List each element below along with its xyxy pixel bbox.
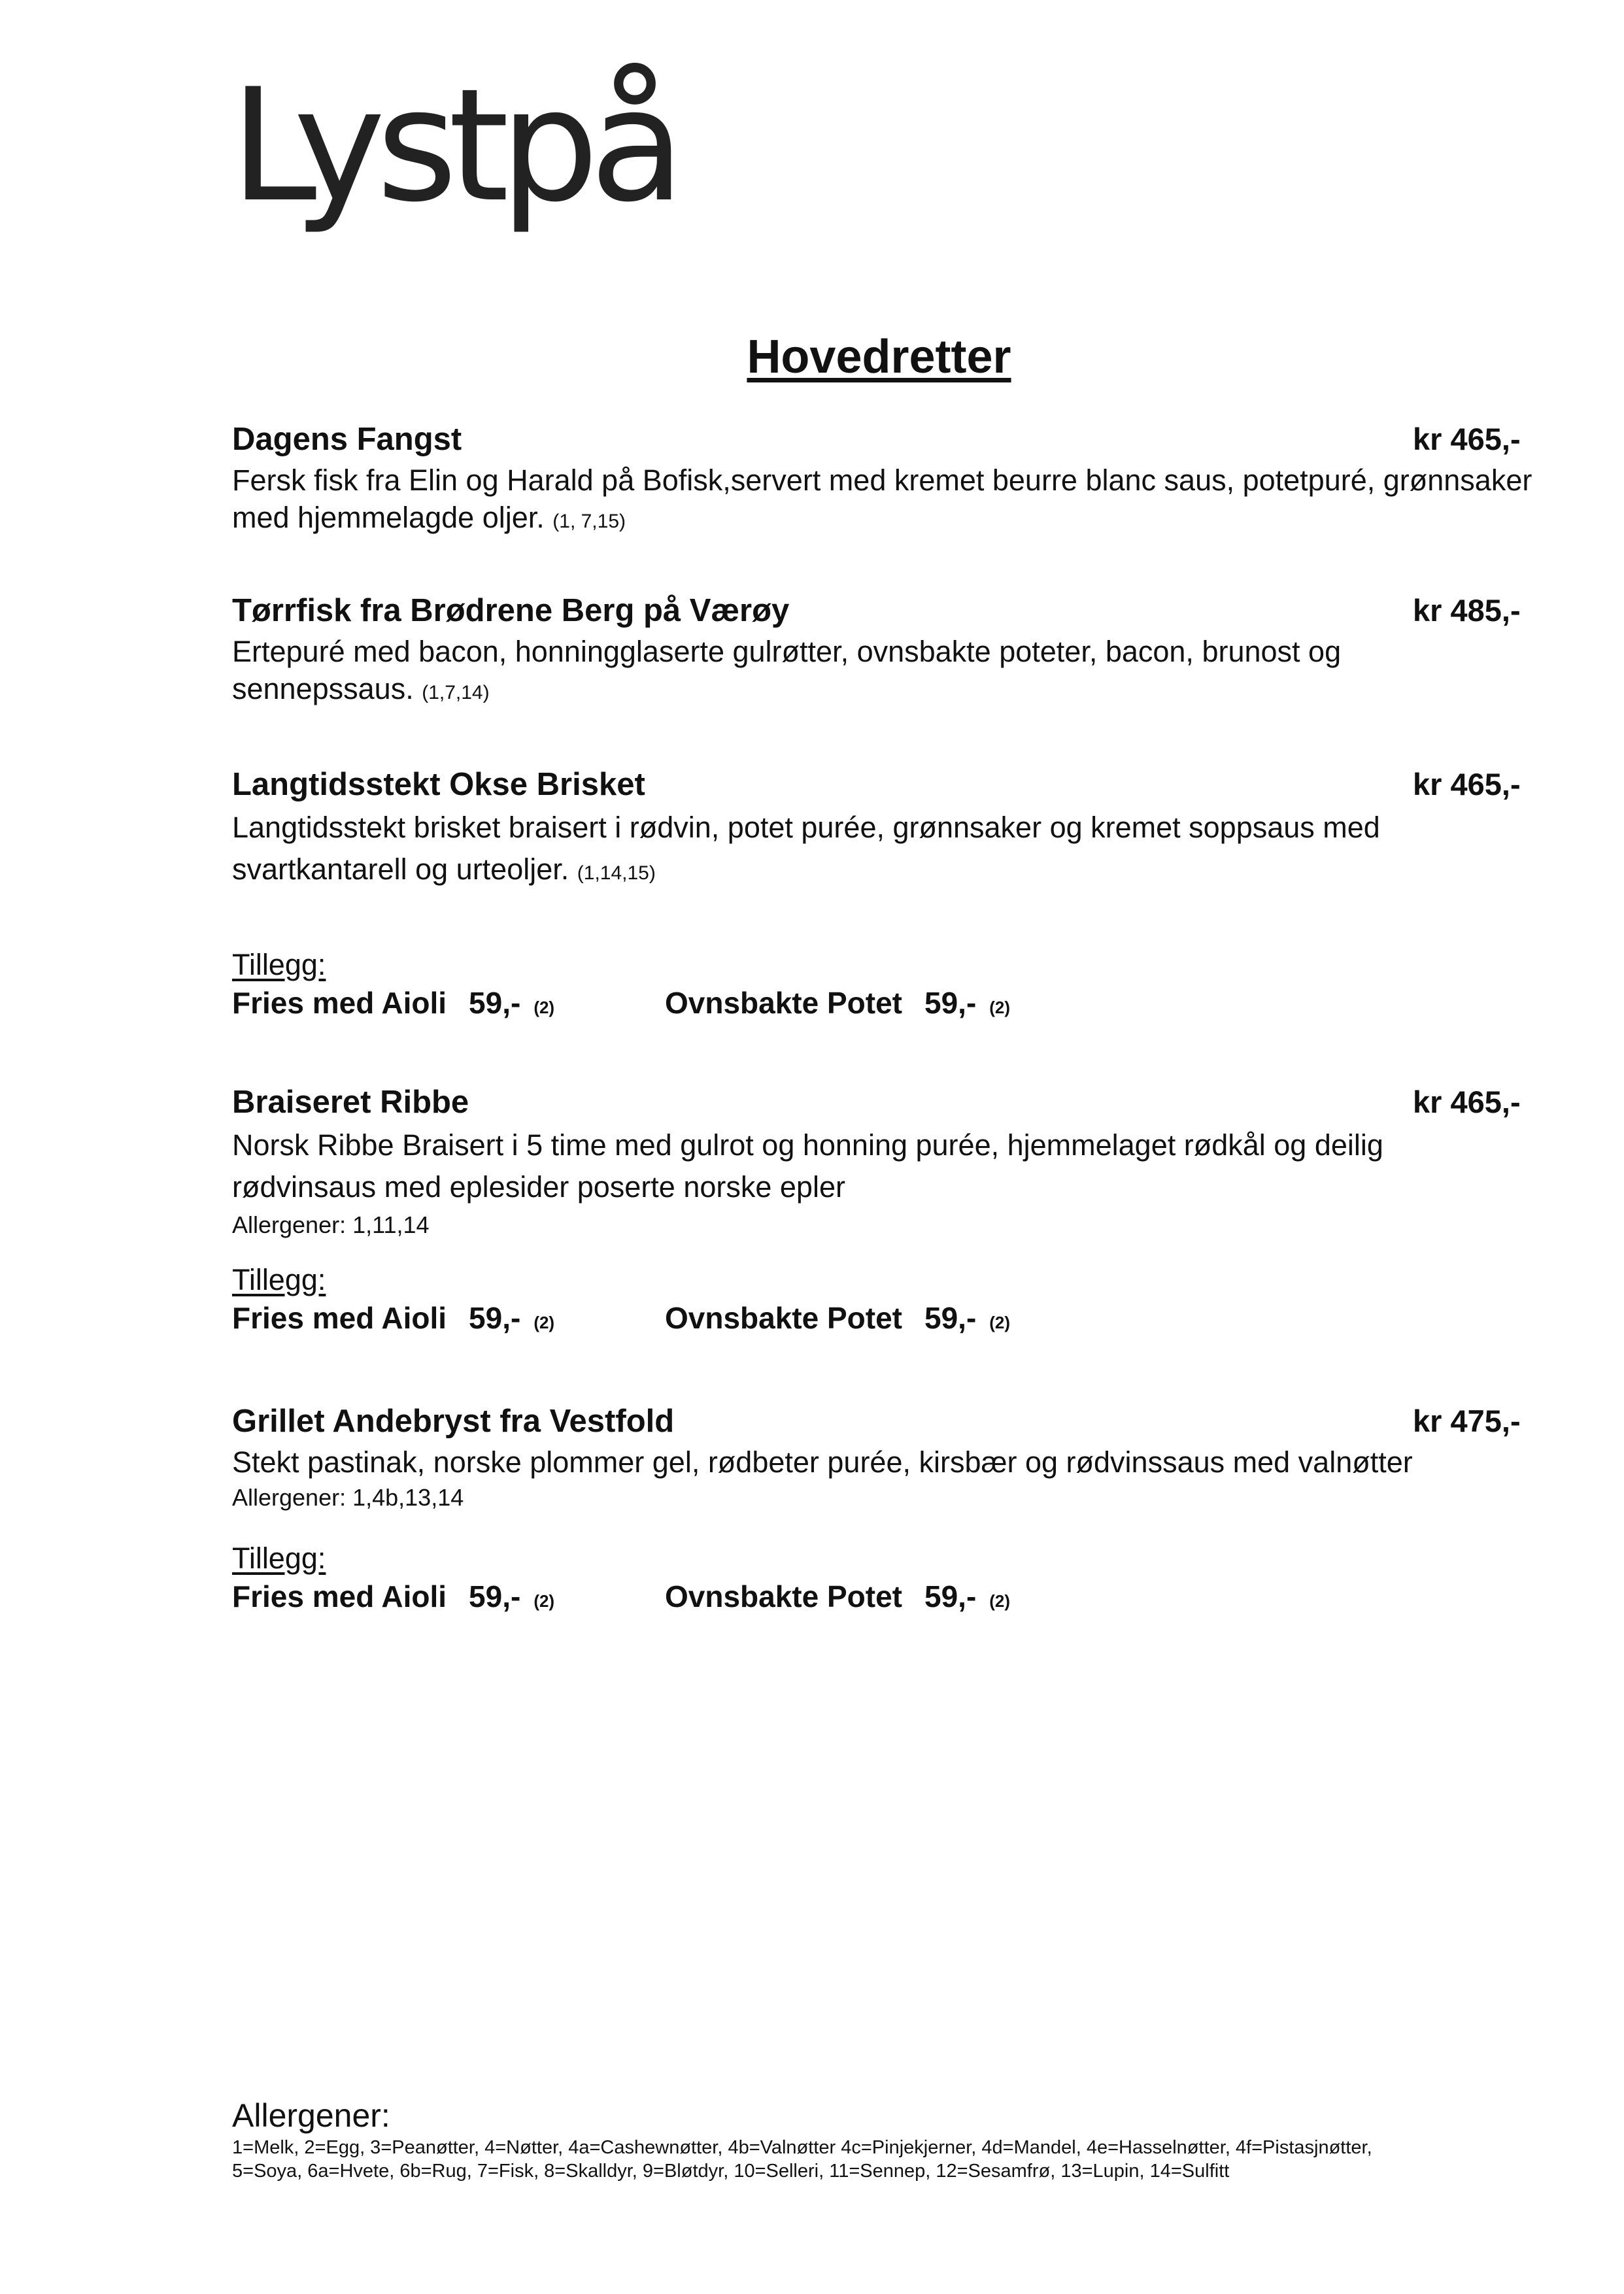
addon-fries: [232, 1577, 554, 1621]
dish-name: Dagens Fangst: [232, 422, 462, 457]
dish-description: Ertepuré med bacon, honningglaserte gulrøtter, ovnsbakte poteter, bacon, brunost og sennepssaus.: [232, 635, 1342, 705]
dish-price: kr 465,-: [1413, 422, 1521, 456]
addon-allergens: (2): [989, 1313, 1011, 1332]
addon-potato: [665, 1298, 1010, 1342]
addon-price: 59,-: [469, 1579, 521, 1613]
addon-price: 59,-: [469, 1301, 521, 1335]
dish-item: [232, 1080, 1572, 1242]
dish-header: [232, 588, 1572, 633]
addon-name: Fries med Aioli: [232, 986, 447, 1020]
dish-description: Norsk Ribbe Braisert i 5 time med gulrot og honning purée, hjemmelaget rødkål og deilig rødvinsaus med eplesider poserte norske epler: [232, 1128, 1383, 1204]
addon-price: 59,-: [924, 1301, 977, 1335]
dish-header: [232, 762, 1572, 807]
dish-item: [232, 588, 1572, 711]
dish-item: [232, 1399, 1572, 1515]
dish-name: Tørrfisk fra Brødrene Berg på Værøy: [232, 593, 790, 628]
dish-description: Fersk fisk fra Elin og Harald på Bofisk,servert med kremet beurre blanc saus, potetpuré, grønnsaker med hjemmelagde oljer.: [232, 464, 1532, 534]
addons-row: [232, 1298, 1572, 1338]
dish-price: kr 485,-: [1413, 593, 1521, 628]
addons-label: Tillegg:: [232, 1263, 326, 1296]
dish-description-block: [232, 633, 1429, 711]
addon-name: Fries med Aioli: [232, 1301, 447, 1335]
addon-name: Ovnsbakte Potet: [665, 1301, 902, 1335]
addon-price: 59,-: [469, 986, 521, 1020]
dish-allergens: (1,14,15): [577, 862, 656, 884]
dish-allergens: Allergener: 1,11,14: [232, 1211, 430, 1238]
dish-description-block: [232, 807, 1429, 894]
dish-description: Langtidsstekt brisket braisert i rødvin, potet purée, grønnsaker og kremet soppsaus med svartkantarell og urteoljer.: [232, 811, 1380, 886]
allergen-legend-line: 5=Soya, 6a=Hvete, 6b=Rug, 7=Fisk, 8=Skalldyr, 9=Bløtdyr, 10=Selleri, 11=Sennep, 12=Sesamfrø, 13=Lupin, 14=Sulfitt: [232, 2161, 1230, 2182]
addons-section: [232, 947, 1572, 1022]
addon-fries: [232, 1298, 554, 1342]
page-title: Hovedretter: [747, 331, 1011, 383]
addons-row: [232, 983, 1572, 1022]
dish-name: Braiseret Ribbe: [232, 1085, 469, 1120]
dish-item: [232, 417, 1572, 540]
allergen-legend-title: Allergener:: [232, 2097, 390, 2134]
addon-price: 59,-: [924, 1579, 977, 1613]
addon-price: 59,-: [924, 986, 977, 1020]
addons-label: Tillegg:: [232, 948, 326, 981]
dish-price: kr 465,-: [1413, 1085, 1521, 1119]
addon-name: Ovnsbakte Potet: [665, 1579, 902, 1613]
addon-potato: [665, 983, 1010, 1027]
dish-allergens: (1,7,14): [422, 682, 490, 703]
addon-potato: [665, 1577, 1010, 1621]
addons-section: [232, 1540, 1572, 1616]
restaurant-logo: Lystpå: [230, 56, 676, 237]
dish-price: kr 465,-: [1413, 767, 1521, 801]
addon-allergens: (2): [533, 998, 555, 1017]
dish-header: [232, 1080, 1572, 1124]
dish-description: Stekt pastinak, norske plommer gel, rødbeter purée, kirsbær og rødvinssaus med valnøtter: [232, 1445, 1413, 1479]
allergen-legend: [232, 2095, 1572, 2183]
dish-description-block: [232, 462, 1572, 540]
addon-name: Fries med Aioli: [232, 1579, 447, 1613]
addon-allergens: (2): [533, 1591, 555, 1611]
addon-allergens: (2): [533, 1313, 555, 1332]
allergen-legend-line: 1=Melk, 2=Egg, 3=Peanøtter, 4=Nøtter, 4a=Cashewnøtter, 4b=Valnøtter 4c=Pinjekjerner, 4d=Mandel, 4e=Hasselnøtter, 4f=Pistasjnøtter,: [232, 2137, 1372, 2158]
dish-allergens: Allergener: 1,4b,13,14: [232, 1484, 464, 1511]
addons-section: [232, 1262, 1572, 1338]
dish-allergens: (1, 7,15): [552, 511, 626, 532]
dish-item: [232, 762, 1572, 894]
dish-header: [232, 417, 1572, 462]
dish-header: [232, 1399, 1572, 1443]
addon-allergens: (2): [989, 998, 1011, 1017]
addon-fries: [232, 983, 554, 1027]
addon-allergens: (2): [989, 1591, 1011, 1611]
dish-name: Langtidsstekt Okse Brisket: [232, 767, 645, 802]
addons-label: Tillegg:: [232, 1542, 326, 1575]
addon-name: Ovnsbakte Potet: [665, 986, 902, 1020]
addons-row: [232, 1577, 1572, 1616]
dish-name: Grillet Andebryst fra Vestfold: [232, 1404, 675, 1439]
dish-price: kr 475,-: [1413, 1404, 1521, 1438]
